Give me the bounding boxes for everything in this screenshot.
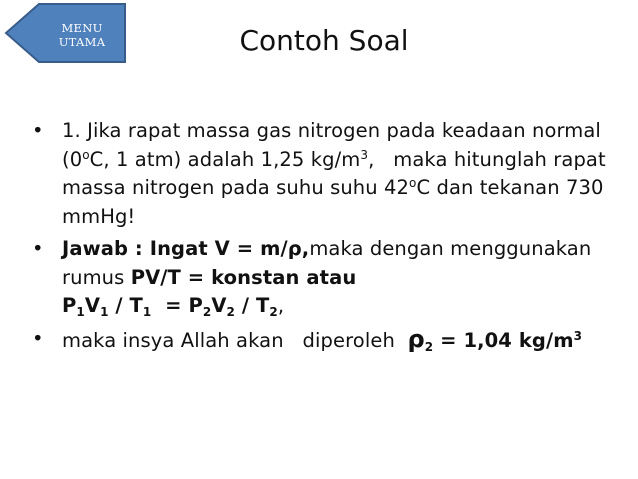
- formula-sub: 1: [100, 305, 109, 319]
- formula-sub: 2: [226, 305, 235, 319]
- formula-sub: 1: [76, 305, 85, 319]
- formula-v2: V: [211, 294, 227, 317]
- menu-label-line1: MENU: [61, 21, 103, 35]
- bullet-dot-icon: •: [32, 237, 44, 260]
- answer-formula-intro: PV/T = konstan atau: [130, 265, 357, 289]
- degree-superscript: o: [82, 147, 90, 162]
- question-text-4: C dan tekanan 730 mmHg!: [62, 176, 604, 228]
- question-text-2: C, 1 atm) adalah 1,25 kg/m: [89, 147, 361, 171]
- question-text-3: , maka hitunglah rapat massa nitrogen pada suhu suhu 42: [62, 147, 606, 199]
- result-text: maka insya Allah akan diperoleh: [62, 328, 408, 352]
- formula-p1: P: [62, 294, 77, 317]
- result-value: = 1,04 kg/m: [433, 328, 574, 352]
- formula-sub: 2: [269, 305, 278, 319]
- bullet-dot-icon: •: [32, 326, 44, 350]
- bullet-dot-icon: •: [32, 119, 44, 142]
- answer-middle-text: maka dengan menggunakan rumus: [62, 237, 592, 289]
- question-bullet: [32, 117, 622, 231]
- formula-sub: 1: [142, 305, 152, 319]
- answer-lead: Jawab : Ingat V = m/ρ,: [62, 237, 310, 260]
- formula-trailing-comma: ,: [277, 294, 285, 317]
- answer-bullet: [32, 235, 622, 321]
- formula-t2: / T: [234, 294, 270, 317]
- formula-v1: V: [84, 294, 101, 317]
- slide-title: Contoh Soal: [239, 24, 409, 57]
- gas-law-formula: [62, 294, 278, 317]
- formula-equals-p2: = P: [151, 294, 203, 317]
- rho-subscript: 2: [424, 339, 434, 354]
- formula-t1: / T: [108, 294, 143, 317]
- question-text-1: 1. Jika rapat massa gas nitrogen pada keadaan normal (0: [62, 119, 601, 171]
- formula-sub: 2: [202, 305, 212, 319]
- rho-symbol: ρ: [407, 324, 425, 353]
- menu-label-line2: UTAMA: [58, 35, 106, 49]
- degree-superscript: o: [409, 176, 417, 190]
- content-bullet-list: [32, 117, 622, 355]
- result-bullet: [32, 325, 622, 356]
- cubic-superscript: 3: [360, 147, 369, 162]
- cubic-superscript: 3: [573, 328, 583, 343]
